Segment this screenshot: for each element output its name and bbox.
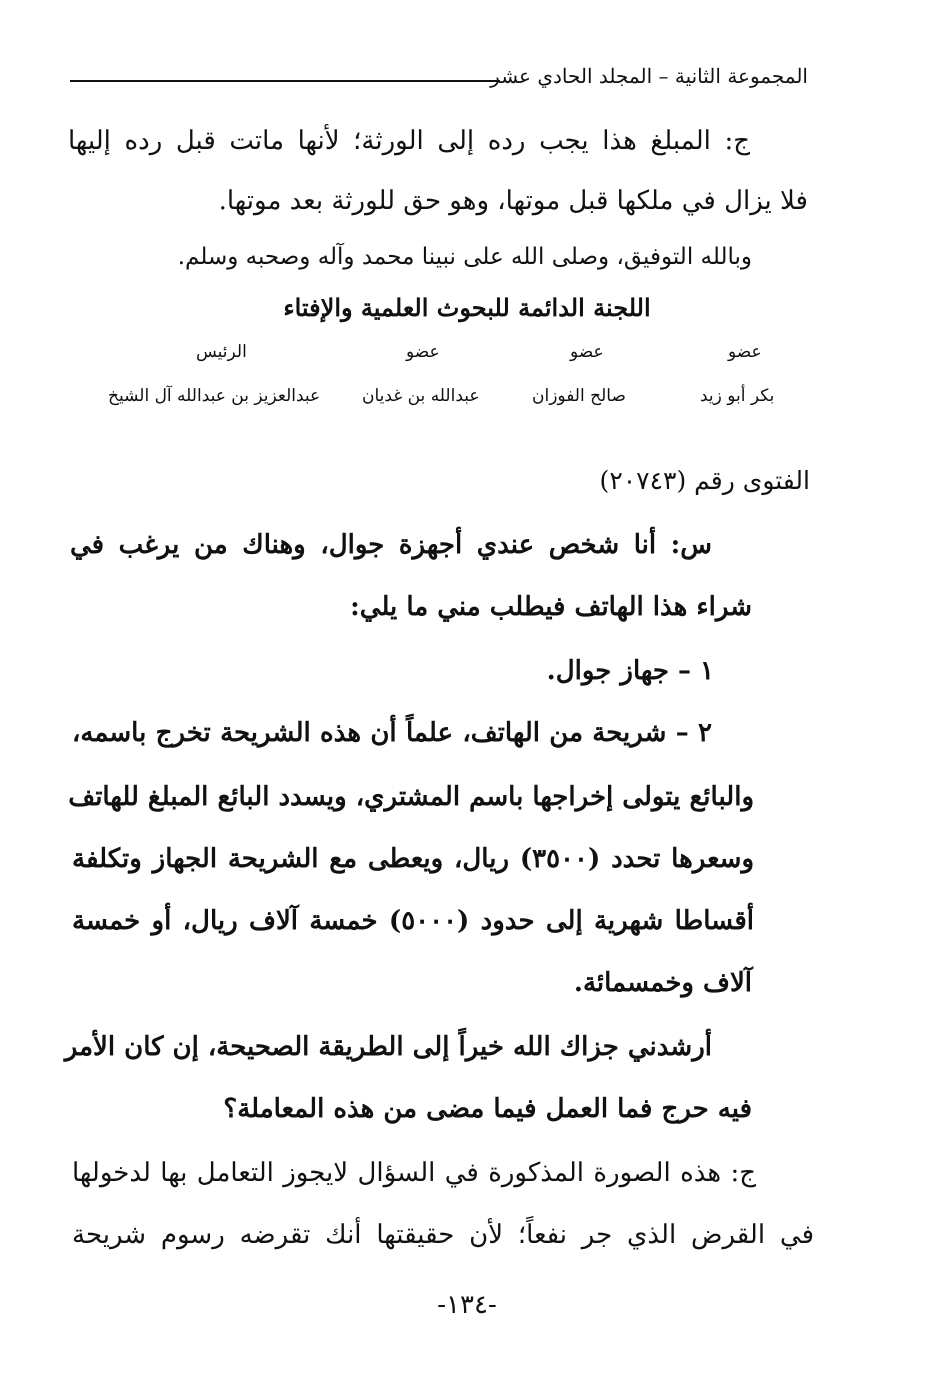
running-title: المجموعة الثانية – المجلد الحادي عشر: [490, 64, 808, 88]
signatory-name-4: عبدالعزيز بن عبدالله آل الشيخ: [108, 386, 321, 406]
signatory-name-3: عبدالله بن غديان: [362, 386, 480, 406]
answer-line-1: ج: هذه الصورة المذكورة في السؤال لايجوز التعامل بها لدخولها: [72, 1158, 756, 1188]
signatory-name-2: صالح الفوزان: [532, 386, 626, 406]
signatory-name-1: بكر أبو زيد: [700, 386, 775, 406]
signatory-role-4: الرئيس: [196, 342, 247, 362]
question-line-2: شراء هذا الهاتف فيطلب مني ما يلي:: [350, 592, 752, 622]
question-line-10: فيه حرج فما العمل فيما مضى من هذه المعاملة؟: [223, 1094, 752, 1124]
answer-line-2: في القرض الذي جر نفعاً؛ لأن حقيقتها أنك تقرضه رسوم شريحة: [72, 1220, 814, 1250]
closing-line: وبالله التوفيق، وصلى الله على نبينا محمد وآله وصحبه وسلم.: [177, 244, 752, 270]
question-line-7: أقساطا شهرية إلى حدود (٥٠٠٠) خمسة آلاف ريال، أو خمسة: [72, 906, 754, 936]
page-number: -١٣٤-: [437, 1290, 497, 1320]
signatory-role-2: عضو: [570, 342, 604, 362]
running-header: [70, 64, 808, 94]
question-line-6: وسعرها تحدد (٣٥٠٠) ريال، ويعطى مع الشريحة الجهاز وتكلفة: [72, 844, 755, 874]
committee-title: اللجنة الدائمة للبحوث العلمية والإفتاء: [283, 293, 651, 322]
answer-prev-line-1: ج: المبلغ هذا يجب رده إلى الورثة؛ لأنها ماتت قبل رده إليها: [68, 126, 750, 156]
fatwa-number: الفتوى رقم (٢٠٧٤٣): [599, 466, 810, 495]
question-line-8: آلاف وخمسمائة.: [573, 968, 752, 998]
header-rule: [70, 80, 500, 82]
question-line-1: س: أنا شخص عندي أجهزة جوال، وهناك من يرغب في: [70, 530, 712, 560]
signatory-role-3: عضو: [406, 342, 440, 362]
answer-prev-line-2: فلا يزال في ملكها قبل موتها، وهو حق للورثة بعد موتها.: [218, 186, 808, 216]
question-line-5: والبائع يتولى إخراجها باسم المشتري، ويسدد البائع المبلغ للهاتف: [68, 782, 754, 812]
question-line-9: أرشدني جزاك الله خيراً إلى الطريقة الصحيحة، إن كان الأمر: [64, 1032, 712, 1062]
question-item-2: ٢ – شريحة من الهاتف، علماً أن هذه الشريحة تخرج باسمه،: [72, 718, 712, 748]
signatory-role-1: عضو: [728, 342, 762, 362]
question-item-1: ١ – جهاز جوال.: [546, 656, 714, 686]
